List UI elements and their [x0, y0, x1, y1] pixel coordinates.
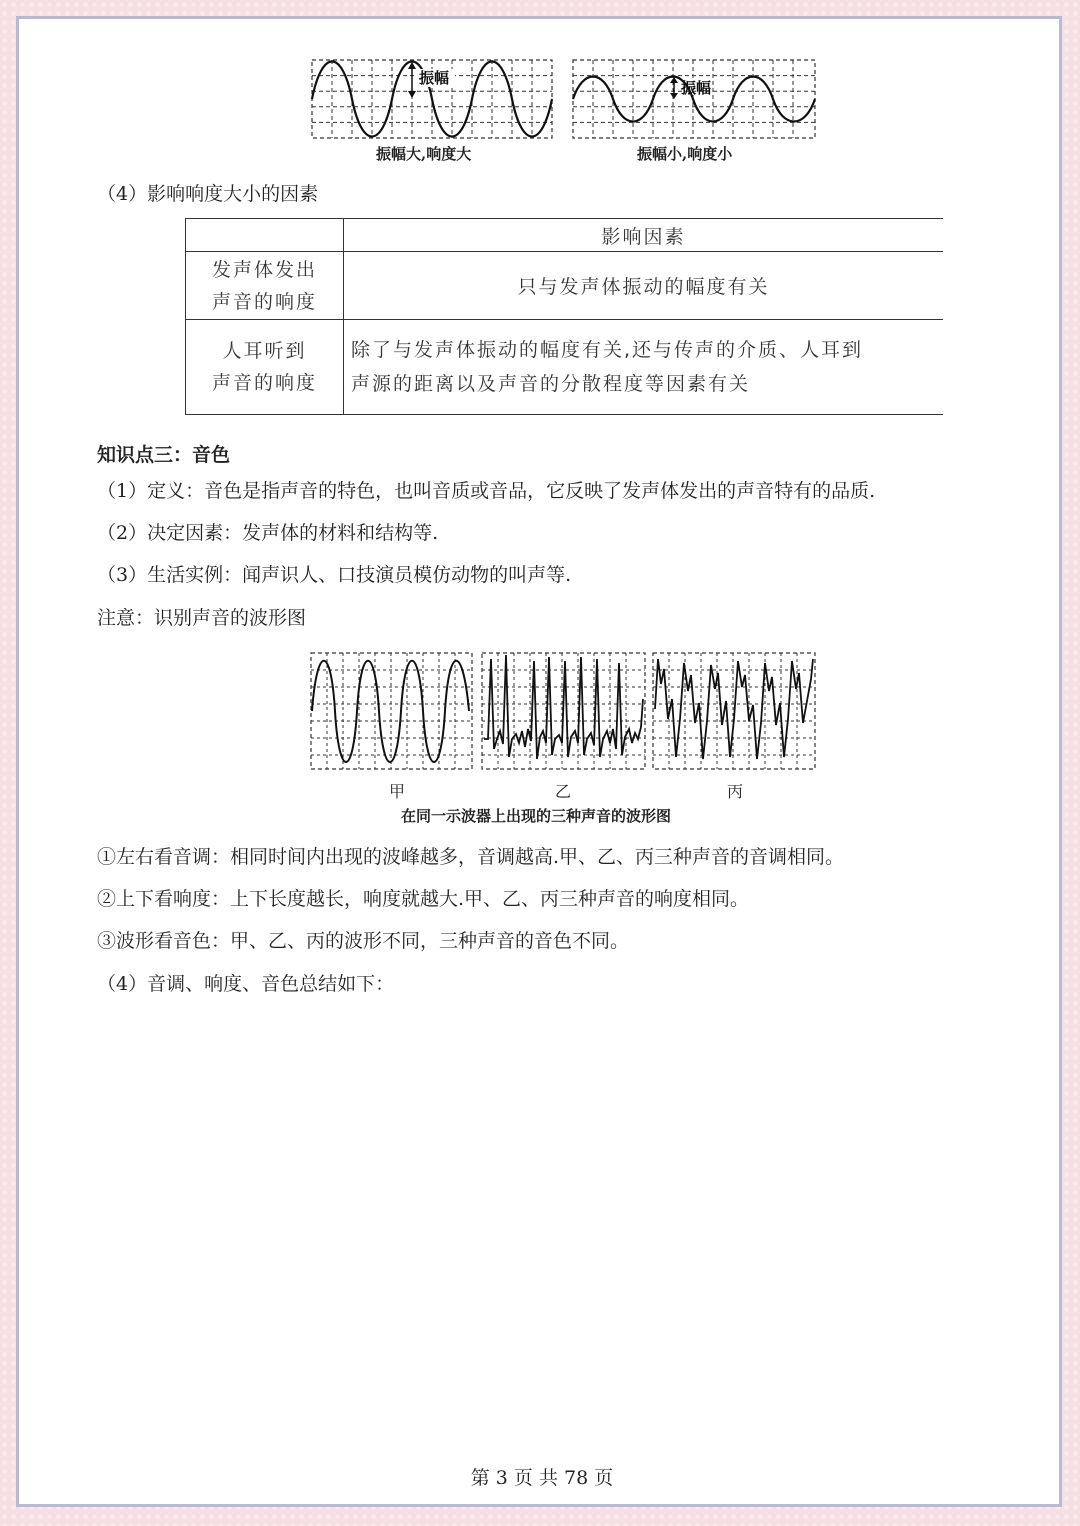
caption-small-amplitude: 振幅小,响度小: [637, 145, 733, 163]
waveform-panel-yi: [482, 653, 645, 769]
waveform-label-jia: 甲: [389, 782, 406, 801]
caption-large-amplitude: 振幅大,响度大: [376, 145, 472, 163]
knowledge-3-heading: 知识点三：音色: [97, 444, 231, 466]
waveform-label-yi: 乙: [555, 782, 572, 801]
waveform-caption: 在同一示波器上出现的三种声音的波形图: [401, 807, 672, 825]
table-row-label: 人耳听到 声音的响度: [186, 320, 344, 415]
waveform-label-bing: 丙: [727, 782, 744, 801]
waveform-bing: [655, 659, 813, 759]
amplitude-label-large: 振幅: [419, 69, 450, 87]
waveform-figure: [19, 639, 1065, 779]
waveform-jia: [312, 661, 469, 762]
observation-line: ②上下看响度：上下长度越长，响度就越大.甲、乙、丙三种声音的响度相同。: [97, 888, 750, 910]
summary-title: （4）音调、响度、音色总结如下：: [97, 973, 395, 995]
amplitude-figure: [19, 19, 1065, 179]
table-row-content: 只与发声体振动的幅度有关: [344, 252, 944, 320]
knowledge-3-note: 注意：识别声音的波形图: [97, 607, 307, 629]
page-number: 第 3 页 共 78 页: [470, 1467, 614, 1489]
amplitude-label-small: 振幅: [681, 79, 712, 97]
table-row-label: 发声体发出 声音的响度: [186, 252, 344, 320]
waveform-panel-bing: [653, 653, 815, 769]
table-header-cell: 影响因素: [344, 219, 944, 252]
table-row-content: 除了与发声体振动的幅度有关,还与传声的介质、人耳到 声源的距离以及声音的分散程度等因素有关: [344, 320, 944, 415]
table-row: [186, 320, 944, 415]
section-4-title: （4）影响响度大小的因素: [97, 183, 319, 205]
large-amplitude-panel: [312, 60, 552, 138]
observation-line: ①左右看音调：相同时间内出现的波峰越多，音调越高.甲、乙、丙三种声音的音调相同。: [97, 846, 845, 868]
waveform-yi: [484, 655, 643, 759]
document-page: [16, 16, 1062, 1507]
table-row: [186, 252, 944, 320]
loudness-factors-table: [185, 218, 943, 415]
observation-line: ③波形看音色：甲、乙、丙的波形不同，三种声音的音色不同。: [97, 930, 630, 952]
small-amplitude-panel: [573, 60, 815, 138]
knowledge-3-item: （1）定义：音色是指声音的特色，也叫音质或音品，它反映了发声体发出的声音特有的品质.: [97, 480, 876, 502]
table-corner-cell: [186, 219, 344, 252]
knowledge-3-item: （2）决定因素：发声体的材料和结构等.: [97, 522, 439, 544]
waveform-panel-jia: [311, 653, 472, 769]
knowledge-3-item: （3）生活实例：闻声识人、口技演员模仿动物的叫声等.: [97, 564, 572, 586]
table-header-row: [186, 219, 944, 252]
